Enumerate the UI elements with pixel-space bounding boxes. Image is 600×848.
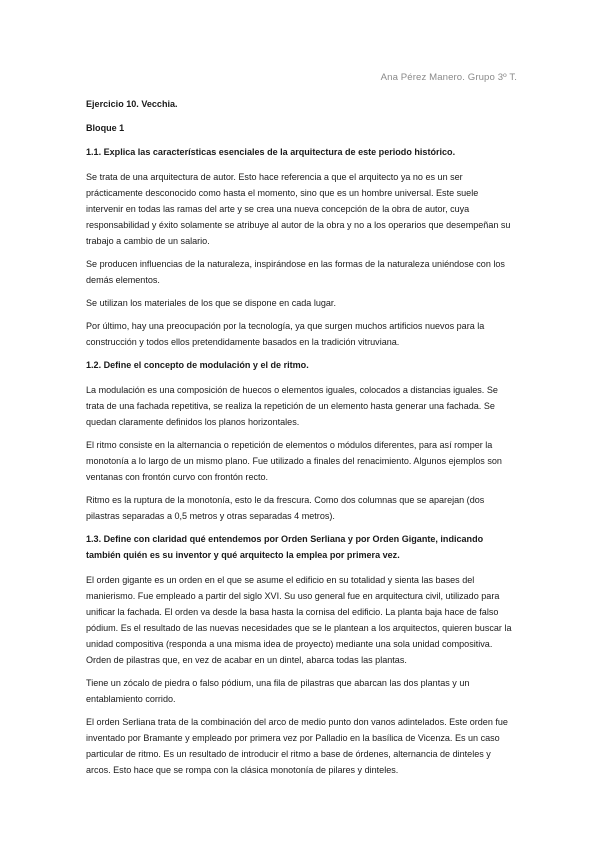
paragraph: Se trata de una arquitectura de autor. Esto hace referencia a que el arquitecto ya no es un ser prácticamente desconocido como hasta el momento, sino que es un hombre universal. Este suele intervenir en todas las ramas del arte y se crea una nueva concepción de la obra de autor, cuya responsabilidad y éxito solamente se atribuye al autor de la obra y no a los operarios que desempeñan su trabajo a cambio de un salario. [86, 172, 511, 246]
paragraph: Tiene un zócalo de piedra o falso pódium, una fila de pilastras que abarcan las dos plantas y un entablamiento corrido. [86, 678, 470, 704]
exercise-title: Ejercicio 10. Vecchia. [86, 99, 178, 109]
author-header: Ana Pérez Manero. Grupo 3º T. [380, 72, 517, 83]
paragraph: La modulación es una composición de huecos o elementos iguales, colocados a distancias iguales. Se trata de una fachada repetitiva, se realiza la repetición de un elemento hasta generar una fachada. Se quedan claramente definidos los planos horizontales. [86, 385, 498, 427]
paragraph: Ritmo es la ruptura de la monotonía, esto le da frescura. Como dos columnas que se aparejan (dos pilastras separadas a 0,5 metros y otras separadas 4 metros). [86, 495, 485, 521]
block-heading: Bloque 1 [86, 123, 125, 133]
paragraph: Se producen influencias de la naturaleza, inspirándose en las formas de la naturaleza uniéndose con los demás elementos. [86, 259, 505, 285]
question-1-3: 1.3. Define con claridad qué entendemos por Orden Serliana y por Orden Gigante, indicando también quién es su inventor y qué arquitecto la emplea por primera vez. [86, 534, 484, 560]
paragraph: El orden Serliana trata de la combinación del arco de medio punto don vanos adintelados. Este orden fue inventado por Bramante y empleado por primera vez por Palladio en la basílica de Vicenza. Es un caso particular de ritmo. Es un resultado de introducir el ritmo a base de órdenes, alternancia de dinteles y arcos. Esto hace que se rompa con la clásica monotonía de pilares y dinteles. [86, 717, 508, 775]
question-1-1: 1.1. Explica las características esenciales de la arquitectura de este periodo histórico. [86, 147, 456, 157]
paragraph: El orden gigante es un orden en el que se asume el edificio en su totalidad y sienta las bases del manierismo. Fue empleado a partir del siglo XVI. Su uso general fue en arquitectura civil, utilizado para unificar la fachada. El orden va desde la basa hasta la cornisa del edificio. La planta baja hace de falso pódium. Es el resultado de las nuevas necesidades que se le plantean a los arquitectos, quieren buscar la unidad compositiva (responda a una misma idea de proyecto) mediante una sola unidad compositiva. Orden de pilastras que, en vez de acabar en un dintel, abarca todas las plantas. [86, 575, 512, 665]
paragraph: Se utilizan los materiales de los que se dispone en cada lugar. [86, 298, 336, 308]
paragraph: El ritmo consiste en la alternancia o repetición de elementos o módulos diferentes, para así romper la monotonía a lo largo de un mismo plano. Fue utilizado a finales del renacimiento. Algunos ejemplos son ventanas con frontón curvo con frontón recto. [86, 440, 502, 482]
paragraph: Por último, hay una preocupación por la tecnología, ya que surgen muchos artificios nuevos para la construcción y todos ellos pretendidamente basados en la tradición vitruviana. [86, 321, 485, 347]
document-body [86, 96, 516, 785]
question-1-2: 1.2. Define el concepto de modulación y el de ritmo. [86, 360, 309, 370]
